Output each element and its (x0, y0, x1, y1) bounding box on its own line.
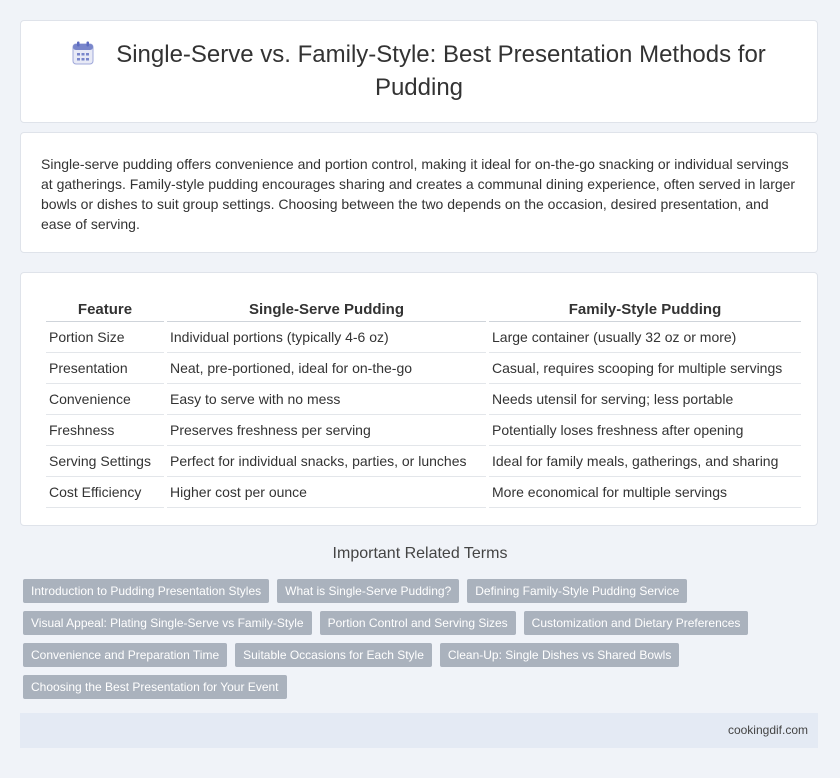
intro-card (20, 132, 818, 253)
comparison-card (20, 272, 818, 526)
row-family-style: Needs utensil for serving; less portable (489, 384, 801, 415)
row-single-serve: Higher cost per ounce (167, 477, 486, 508)
row-family-style: Ideal for family meals, gatherings, and sharing (489, 446, 801, 477)
row-feature: Cost Efficiency (46, 477, 164, 508)
intro-text: Single-serve pudding offers convenience and portion control, making it ideal for on-the-go snacking or individual servings at gatherings. Family-style pudding encourages sharing and creates a communal dining experience, often served in larger bowls or dishes to suit group settings. Choosing between the two depends on the occasion, desired presentation, and ease of serving. (41, 156, 796, 232)
related-term-tag[interactable]: Clean-Up: Single Dishes vs Shared Bowls (440, 643, 679, 667)
related-terms-list (23, 579, 813, 699)
header-family-style: Family-Style Pudding (489, 297, 801, 322)
related-term-tag[interactable]: Defining Family-Style Pudding Service (467, 579, 687, 603)
related-term-tag[interactable]: Suitable Occasions for Each Style (235, 643, 432, 667)
related-term-tag[interactable]: Choosing the Best Presentation for Your Event (23, 675, 287, 699)
page-title-wrap (59, 40, 779, 103)
table-row (46, 446, 801, 477)
row-family-style: Potentially loses freshness after opening (489, 415, 801, 446)
row-single-serve: Easy to serve with no mess (167, 384, 486, 415)
table-header-row (46, 297, 801, 322)
table-row (46, 384, 801, 415)
calendar-icon (72, 41, 94, 73)
row-single-serve: Perfect for individual snacks, parties, or lunches (167, 446, 486, 477)
table-row (46, 415, 801, 446)
table-row (46, 353, 801, 384)
related-terms-heading: Important Related Terms (332, 545, 508, 562)
related-term-tag[interactable]: Portion Control and Serving Sizes (320, 611, 516, 635)
row-feature: Freshness (46, 415, 164, 446)
row-feature: Presentation (46, 353, 164, 384)
table-row (46, 477, 801, 508)
table-row (46, 322, 801, 353)
footer (20, 713, 818, 748)
related-term-tag[interactable]: Customization and Dietary Preferences (524, 611, 749, 635)
row-single-serve: Individual portions (typically 4-6 oz) (167, 322, 486, 353)
row-family-style: Large container (usually 32 oz or more) (489, 322, 801, 353)
footer-site-link[interactable]: cookingdif.com (727, 723, 808, 737)
page-title: Single-Serve vs. Family-Style: Best Presentation Methods for Pudding (116, 41, 766, 101)
row-feature: Serving Settings (46, 446, 164, 477)
related-term-tag[interactable]: Visual Appeal: Plating Single-Serve vs Family-Style (23, 611, 312, 635)
row-family-style: More economical for multiple servings (489, 477, 801, 508)
related-term-tag[interactable]: Convenience and Preparation Time (23, 643, 227, 667)
row-feature: Convenience (46, 384, 164, 415)
title-card (20, 20, 818, 123)
row-single-serve: Preserves freshness per serving (167, 415, 486, 446)
row-feature: Portion Size (46, 322, 164, 353)
related-term-tag[interactable]: What is Single-Serve Pudding? (277, 579, 459, 603)
row-family-style: Casual, requires scooping for multiple servings (489, 353, 801, 384)
row-single-serve: Neat, pre-portioned, ideal for on-the-go (167, 353, 486, 384)
header-single-serve: Single-Serve Pudding (167, 297, 486, 322)
header-feature: Feature (46, 297, 164, 322)
related-term-tag[interactable]: Introduction to Pudding Presentation Styles (23, 579, 269, 603)
comparison-table (43, 297, 804, 508)
